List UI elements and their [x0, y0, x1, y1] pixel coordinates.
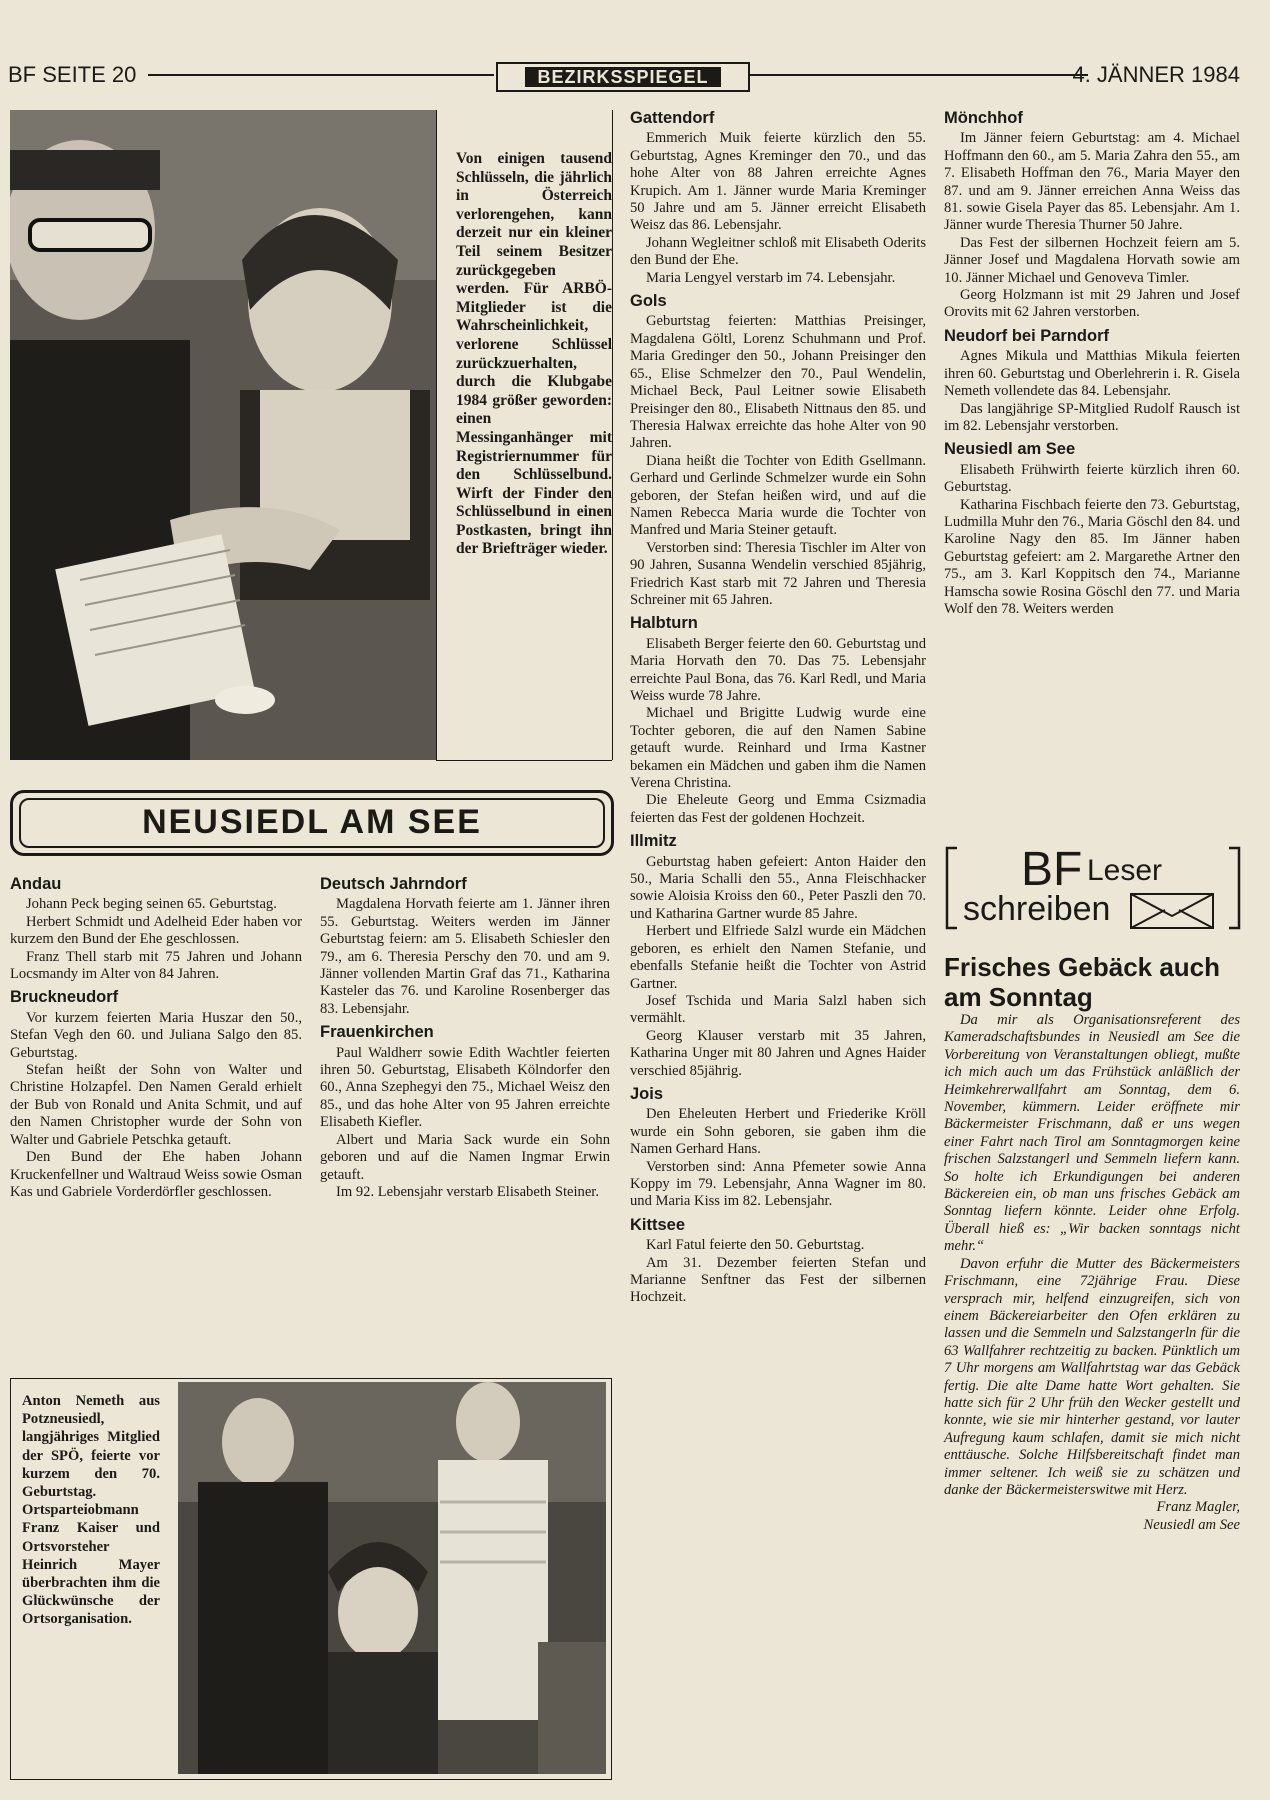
photo-anniversary [178, 1382, 606, 1774]
news-paragraph: Den Eheleuten Herbert und Friederike Kröll wurde ein Sohn geboren, sie gaben ihm die Namen Gerhard Hans. [630, 1106, 926, 1158]
locality-heading: Bruckneudorf [10, 988, 119, 1007]
news-paragraph: Den Bund der Ehe haben Johann Kruckenfellner und Waltraud Weiss sowie Osman Kas und Gabriele Vorderdörfler geschlossen. [10, 1149, 302, 1200]
news-paragraph: Johann Peck beging seinen 65. Geburtstag. [26, 896, 277, 913]
locality-heading: Deutsch Jahrndorf [320, 875, 467, 893]
letter-title: Frisches Gebäck auch am Sonntag [944, 952, 1221, 1012]
header-rule-right [750, 74, 1088, 76]
news-paragraph: Herbert Schmidt und Adelheid Eder haben vor kurzem den Bund der Ehe geschlossen. [10, 913, 302, 948]
locality-heading: Halbturn [630, 614, 698, 633]
caption-frame-line [612, 110, 613, 760]
locality-heading: Kittsee [630, 1215, 686, 1234]
column-4 [944, 104, 1240, 618]
header-rule-left [148, 74, 494, 76]
news-paragraph: Verstorben sind: Anna Pfemeter sowie Anna Koppy im 79. Lebensjahr, Anna Wagner im 80. und Maria Kiss im 82. Lebensjahr. [630, 1158, 926, 1210]
news-paragraph: Elisabeth Berger feierte den 60. Geburtstag und Maria Horvath den 70. Das 75. Lebensjahr erreichte Paul Bona, das 76. Karl Redl, und Maria Weiss wurde 78 Jahre. [630, 635, 926, 704]
news-paragraph: Emmerich Muik feierte kürzlich den 55. Geburtstag, Agnes Kreminger den 70., und das hohe Alter von 88 Jahren erreichte Agnes Krupich. Am 1. Jänner wurde Maria Kreminger 50 Jahre und am 5. Jänner erreicht Elisabeth Weisz das 86. Lebensjahr. [630, 130, 926, 234]
logo-bf: BF [1021, 843, 1083, 896]
photo-caption-top: Von einigen tausend Schlüsseln, die jährlich in Österreich verlorengehen, kann derzeit nur ein kleiner Teil seinem Besitzer zurückgegeben werden. Für ARBÖ-Mitglieder ist die Wahrscheinlichkeit, verlorene Schlüssel zurückzuerhalten, durch die Klubgabe 1984 größer geworden: einen Messinganhänger mit Registriernummer für den Schlüsselbund. Wirft der Finder den Schlüsselbund in einen Postkasten, bringt ihn der Briefträger wieder. [456, 150, 612, 558]
news-paragraph: Verstorben sind: Theresia Tischler im Alter von 90 Jahren, Susanna Wendelin verschied 85jährig, Friedrich Kast starb mit 72 Jahren und Theresia Schreiner mit 65 Jahren. [630, 539, 926, 608]
envelope-icon [1131, 894, 1213, 928]
letter-signature-place: Neusiedl am See [1143, 1516, 1240, 1533]
locality-heading: Neudorf bei Parndorf [944, 326, 1110, 345]
news-paragraph: Stefan heißt der Sohn von Walter und Christine Holzapfel. Den Namen Gerald erhielt der Bub von Ronald und Anita Schmit, und auf den Namen Christopher wurde der Sohn von Walter und Gabriele Petschka getauft. [10, 1062, 302, 1148]
news-paragraph: Diana heißt die Tochter von Edith Gsellmann. Gerhard und Gerlinde Schmelzer wurde ein Sohn geboren, der Stefan heißen wird, und auf die Namen Rebecca Maria wurde die Tochter von Manfred und Maria Steiner getauft. [630, 452, 926, 539]
news-paragraph: Johann Wegleitner schloß mit Elisabeth Oderits den Bund der Ehe. [630, 234, 926, 269]
column-2 [320, 870, 610, 1201]
region-banner-text: NEUSIEDL AM SEE [19, 798, 605, 848]
locality-heading: Gols [630, 292, 667, 311]
news-paragraph: Das langjährige SP-Mitglied Rudolf Rausch ist im 82. Lebensjahr verstorben. [944, 400, 1240, 434]
news-paragraph: Michael und Brigitte Ludwig wurde eine Tochter geboren, die auf den Namen Sabine getauft wurde. Reinhard und Irma Kastner bekamen ein Mädchen und gaben ihm die Namen Verena Christina. [630, 705, 926, 792]
locality-heading: Frauenkirchen [320, 1023, 434, 1042]
logo-leser: Leser [1087, 854, 1163, 887]
news-paragraph: Josef Tschida und Maria Salzl haben sich vermählt. [630, 992, 926, 1027]
letter-signature-name: Franz Magler, [1156, 1499, 1240, 1516]
photo-frame-line [436, 110, 437, 760]
photo-key-handover [10, 110, 436, 760]
news-paragraph: Georg Klauser verstarb mit 35 Jahren, Katharina Unger mit 80 Jahren und Agnes Haider verschied 85jährig. [630, 1027, 926, 1079]
column-3 [630, 104, 926, 1307]
page-number: BF SEITE 20 [8, 62, 137, 87]
news-paragraph: Elisabeth Frühwirth feierte kürzlich ihren 60. Geburtstag. [944, 461, 1240, 496]
column-1 [10, 870, 302, 1201]
locality-heading: Illmitz [630, 832, 677, 851]
locality-heading: Andau [10, 875, 62, 893]
news-paragraph: Im 92. Lebensjahr verstarb Elisabeth Steiner. [336, 1183, 600, 1200]
news-paragraph: Das Fest der silbernen Hochzeit feiern am 5. Jänner Josef und Magdalena Horvath sowie am 10. Jänner Michael und Genoveva Timler. [944, 234, 1240, 286]
news-paragraph: Im Jänner feiern Geburtstag: am 4. Michael Hoffmann den 60., am 5. Maria Zahra den 55., am 7. Elisabeth Hoffman den 76., Maria Mayer den 87. und am 9. Jänner erreichen Anna Weiss das 81. sowie Gisela Payer das 85. Lebensjahr. Am 1. Jänner wurde Theresia Thurner 50 Jahre. [944, 130, 1240, 234]
logo-schreiben: schreiben [963, 890, 1111, 928]
region-banner [10, 790, 614, 856]
news-paragraph: Magdalena Horvath feierte am 1. Jänner ihren 55. Geburtstag. Weiters werden im Jänner Geburtstag feiern: am 5. Elisabeth Schiesler den 79., am 6. Theresia Perschy den 70. und am 9. Jänner vollenden Martin Graf das 71., Katharina Kasteler das 76. und Karoline Rosenberger das 83. Lebensjahr. [320, 896, 610, 1017]
news-paragraph: Georg Holzmann ist mit 29 Jahren und Josef Orovits mit 62 Jahren verstorben. [944, 287, 1240, 321]
news-paragraph: Maria Lengyel verstarb im 74. Lebensjahr. [646, 269, 896, 286]
news-paragraph: Karl Fatul feierte den 50. Geburtstag. [646, 1237, 865, 1254]
letter-paragraph: Davon erfuhr die Mutter des Bäckermeisters Frischmann, eine 72jährige Frau. Diese versprach mir, helfend einzugreifen, sich von einem Bäckereiarbeiter den Ofen erklären zu lassen und die Semmeln und Salzstangerln für die 63 Wallfahrer rechtzeitig zu backen. Pünktlich um 7 Uhr morgens am Wallfahrtstag war das Gebäck fertig. Die alte Dame hatte Wort gehalten. Sie hatte sich für 2 Uhr früh den Wecker gestellt und konnte, wie sie mir hinterher gestand, vor lauter Aufregung kaum schlafen, damit sie mich nicht enttäusche. Solche Hilfsbereitschaft findet man immer seltener. Ich weiß sie zu schätzen und danke der Bäckermeisterswitwe mit Herz. [944, 1255, 1240, 1498]
locality-heading: Jois [630, 1084, 664, 1103]
caption-rule [436, 760, 612, 761]
photo-caption-bottom: Anton Nemeth aus Potzneusiedl, langjähriges Mitglied der SPÖ, feierte vor kurzem den 70. Geburtstag. Ortsparteiobmann Franz Kaiser und Ortsvorsteher Heinrich Mayer überbrachten ihm die Glückwünsche der Ortsorganisation. [22, 1393, 160, 1628]
news-paragraph: Agnes Mikula und Matthias Mikula feierten ihren 60. Geburtstag und Oberlehrerin i. R. Gisela Nemeth vollendete das 84. Lebensjahr. [944, 348, 1240, 400]
news-paragraph: Albert und Maria Sack wurde ein Sohn geboren und auf die Namen Ingmar Erwin getauft. [320, 1131, 610, 1183]
news-paragraph: Am 31. Dezember feierten Stefan und Marianne Senftner das Fest der silbernen Hochzeit. [630, 1254, 926, 1306]
news-paragraph: Geburtstag haben gefeiert: Anton Haider den 50., Maria Schalli den 55., Anna Fleischhacker sowie Aloisia Kroiss den 60., Peter Paszli den 70. und Katharina Gartner wurde 85 Jahre. [630, 853, 926, 922]
news-paragraph: Paul Waldherr sowie Edith Wachtler feierten ihren 50. Geburtstag, Elisabeth Kölndorfer den 60., Anna Szephegyi den 75., Michael Weisz den 85., und das hohe Alter von 95 Jahren erreichte Elisabeth Kiefler. [320, 1044, 610, 1131]
letter-body [944, 1012, 1240, 1534]
locality-heading: Neusiedl am See [944, 440, 1076, 459]
locality-heading: Mönchhof [944, 109, 1023, 127]
news-paragraph: Geburtstag feierten: Matthias Preisinger, Magdalena Göltl, Lorenz Schuhmann und Prof. Maria Gredinger den 50., Johann Preisinger den 65., Elise Schmelzer den 70., Paul Wendelin, Michael Beck, Paul Leitner sowie Elisabeth Preisinger den 80., Elisabeth Nittnaus den 85. und Theresia Halwax erreichte das hohe Alter von 90 Jahren. [630, 313, 926, 452]
news-paragraph: Die Eheleute Georg und Emma Csizmadia feierten das Fest der goldenen Hochzeit. [630, 792, 926, 826]
page-header [8, 62, 1240, 88]
news-paragraph: Katharina Fischbach feierte den 73. Geburtstag, Ludmilla Muhr den 76., Maria Göschl den 84. und Karoline Nagy den 85. Im Jänner haben Geburtstag gefeiert: am 2. Margarethe Artner den 75., am 3. Karl Koppitsch den 74., Marianne Hamscha sowie Rosina Göschl den 77. und Maria Wolf den 78. Weiters werden [944, 496, 1240, 617]
letter-paragraph: Da mir als Organisationsreferent des Kameradschaftsbundes in Neusiedl am See die Vorbereitung von Veranstaltungen obliegt, mußte ich mich auch um das Frühstück anläßlich der Heimkehrerwallfahrt am Sonntag, dem 6. November, kümmern. Leider eröffnete mir Bäckermeister Frischmann, daß er uns wegen einer Fahrt nach Tirol am Sonntagmorgen keine frischen Salzstangerl und Semmeln liefern kann. So holte ich Erkundigungen bei anderen Bäckereien ein, ob man uns frisches Gebäck am Sonntag liefern könnte. Leider ohne Erfolg. Überall hieß es: „Wir backen sonntags nicht mehr.“ [944, 1012, 1240, 1255]
news-paragraph: Herbert und Elfriede Salzl wurde ein Mädchen geboren, es erhielt den Namen Stefanie, und ebenfalls Stefanie heißt die Tochter von Astrid Gartner. [630, 923, 926, 992]
issue-date: 4. JÄNNER 1984 [1072, 62, 1240, 87]
news-paragraph: Vor kurzem feierten Maria Huszar den 50., Stefan Vegh den 60. und Juliana Salgo den 85. Geburtstag. [10, 1009, 302, 1061]
news-paragraph: Franz Thell starb mit 75 Jahren und Johann Locsmandy im Alter von 84 Jahren. [10, 948, 302, 983]
readers-letters-logo [943, 842, 1243, 934]
section-title: BEZIRKSSPIEGEL [496, 62, 750, 92]
locality-heading: Gattendorf [630, 109, 715, 127]
